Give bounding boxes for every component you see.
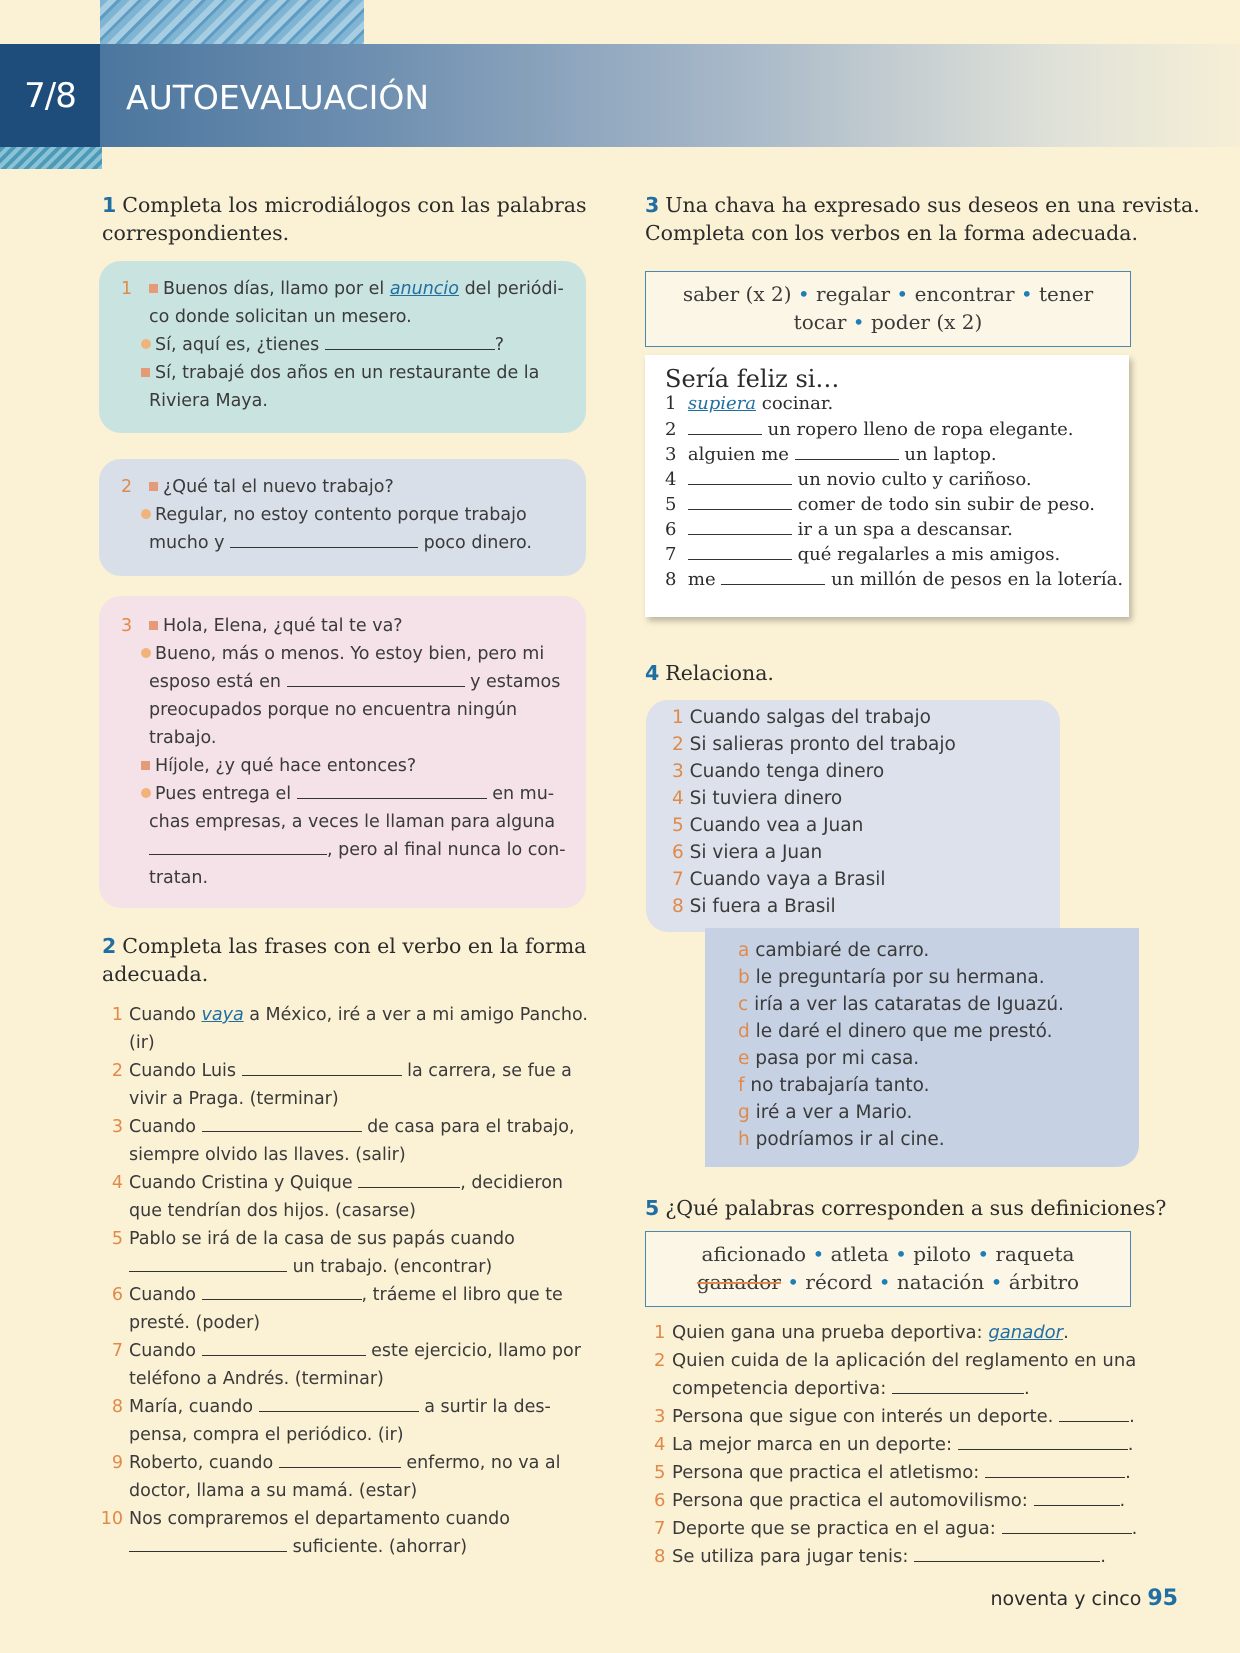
ex3-title: 3 Una chava ha expresado sus deseos en una revista. Completa con los verbos en la forma adecuada. — [645, 193, 1200, 245]
blank-field[interactable] — [1002, 1517, 1132, 1534]
blank-field[interactable] — [958, 1433, 1128, 1450]
blank-field[interactable] — [242, 1059, 402, 1076]
blank-field[interactable] — [149, 838, 327, 855]
blank-field[interactable] — [914, 1545, 1100, 1562]
dialog-3: 3 Hola, Elena, ¿qué tal te va? Bueno, más o menos. Yo estoy bien, pero mi esposo está en y estamos preocupados porque no encuentra ningún trabajo. Híjole, ¿y qué hace entonces? Pues entrega el en mu- chas empresas, a veces le llaman para alguna , pero al final nunca lo con- tratan. — [99, 596, 586, 908]
header-texture-bottom — [0, 147, 102, 169]
blank-field[interactable] — [129, 1535, 287, 1552]
ex3-card: Sería feliz si… 1 supiera cocinar. 2 un ropero lleno de ropa elegante. 3 alguien me un laptop. 4 un novio culto y cariñoso. 5 comer de todo sin subir de peso. 6 ir a un spa a descansar. 7 qué regalarles a mis amigos. 8 me un millón de pesos en la lotería. — [645, 355, 1129, 617]
dialog-2: 2 ¿Qué tal el nuevo trabajo? Regular, no estoy contento porque trabajo mucho y poco dinero. — [99, 459, 586, 576]
ex2-title: 2 Completa las frases con el verbo en la forma adecuada. — [102, 934, 587, 986]
blank-field[interactable] — [688, 493, 792, 510]
ex4-right-list: a cambiaré de carro. b le preguntaría por su hermana. c iría a ver las cataratas de Iguazú. d le daré el dinero que me prestó. e pasa por mi casa. f no trabajaría tanto. g iré a ver a Mario. h podríamos ir al cine. — [738, 940, 1064, 1150]
card-title: Sería feliz si… — [665, 365, 840, 393]
ex4-title: 4 Relaciona. — [645, 661, 774, 685]
answer-example: anuncio — [389, 279, 460, 299]
blank-field[interactable] — [279, 1451, 401, 1468]
page-footer — [990, 1586, 1178, 1611]
header-texture — [100, 0, 364, 46]
page-number: 95 — [1147, 1586, 1178, 1611]
blank-field[interactable] — [721, 568, 825, 585]
blank-field[interactable] — [1059, 1405, 1129, 1422]
blank-field[interactable] — [688, 468, 792, 485]
dialog-1: 1 Buenos días, llamo por el anuncio del periódi- co donde solicitan un mesero. Sí, aquí es, ¿tienes ? Sí, trabajé dos años en un restaurante de la Riviera Maya. — [99, 261, 586, 433]
blank-field[interactable] — [358, 1171, 460, 1188]
blank-field[interactable] — [202, 1115, 362, 1132]
blank-field[interactable] — [1034, 1489, 1120, 1506]
page-title: AUTOEVALUACIÓN — [126, 78, 430, 117]
unit-number: 7/8 — [0, 44, 100, 147]
blank-field[interactable] — [297, 782, 487, 799]
blank-field[interactable] — [688, 518, 792, 535]
blank-field[interactable] — [688, 543, 792, 560]
page-number-text: noventa y cinco — [990, 1588, 1142, 1610]
ex1-title: 1 Completa los microdiálogos con las palabras correspondientes. — [102, 193, 587, 245]
blank-field[interactable] — [325, 333, 495, 350]
blank-field[interactable] — [202, 1283, 362, 1300]
blank-field[interactable] — [688, 418, 762, 435]
blank-field[interactable] — [129, 1255, 287, 1272]
ex3-word-bank: saber (x 2) • regalar • encontrar • tener tocar • poder (x 2) — [645, 271, 1131, 347]
ex4-left-list: 1 Cuando salgas del trabajo 2 Si salieras pronto del trabajo 3 Cuando tenga dinero 4 Si tuviera dinero 5 Cuando vea a Juan 6 Si viera a Juan 7 Cuando vaya a Brasil 8 Si fuera a Brasil — [672, 707, 956, 917]
ex5-title: 5 ¿Qué palabras corresponden a sus definiciones? — [645, 1196, 1167, 1220]
blank-field[interactable] — [202, 1339, 366, 1356]
ex5-word-bank: aficionado • atleta • piloto • raqueta ganador • récord • natación • árbitro — [645, 1231, 1131, 1307]
blank-field[interactable] — [892, 1377, 1024, 1394]
blank-field[interactable] — [795, 443, 899, 460]
blank-field[interactable] — [287, 670, 465, 687]
struck-word: ganador — [696, 1270, 781, 1294]
blank-field[interactable] — [230, 531, 418, 548]
blank-field[interactable] — [259, 1395, 419, 1412]
blank-field[interactable] — [985, 1461, 1125, 1478]
ex2-list: 1 Cuando vaya a México, iré a ver a mi amigo Pancho. (ir) 2 Cuando Luis la carrera, se fue a vivir a Praga. (terminar) 3 Cuando de casa para el trabajo, siempre olvido las llaves. (salir) 4 Cuando Cristina y Quique , decidieron que tendrían dos hijos. (casarse) 5 Pablo se irá de la casa de sus papás cuando un trabajo. (encontrar) 6 Cuando , tráeme el libro que te presté. (poder) 7 Cuando este ejercicio, llamo por teléfono a Andrés. (terminar) 8 María, cuando a surtir la des- pensa, compra el periódico. (ir) 9 Roberto, cuando enfermo, no va al doctor, llama a su mamá. (estar) 10 Nos compraremos el departamento cuando suficiente. (ahorrar) — [100, 1005, 588, 1557]
